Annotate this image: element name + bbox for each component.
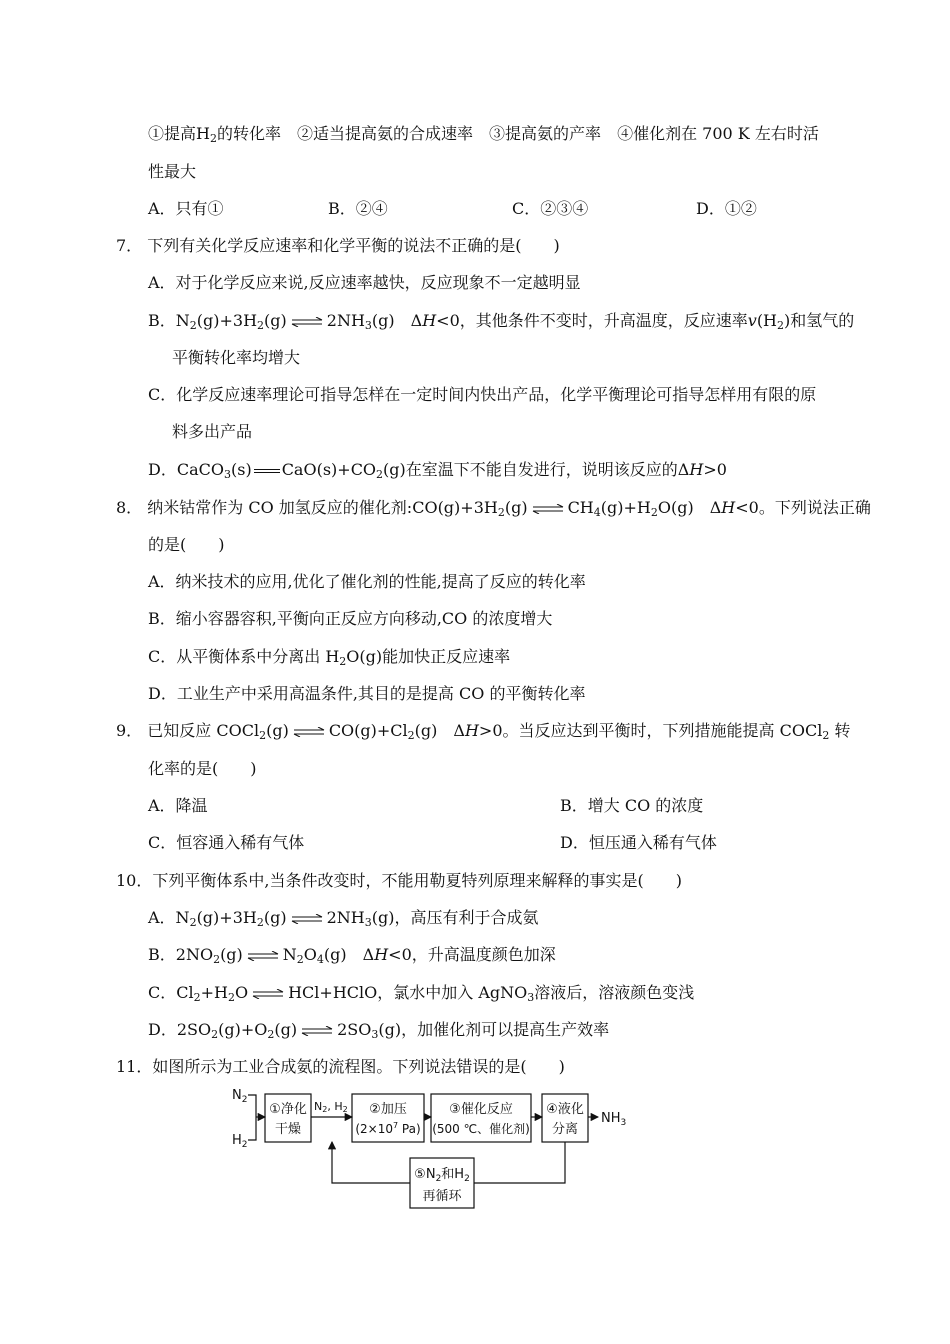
svg-text:再循环: 再循环	[422, 1189, 462, 1204]
ammonia-synthesis-flow-diagram	[228, 1080, 638, 1212]
q7-stem: 7． 下列有关化学反应速率和化学平衡的说法不正确的是( )	[116, 236, 560, 255]
svg-text:干燥: 干燥	[274, 1122, 302, 1137]
svg-text:①净化: ①净化	[269, 1102, 307, 1117]
svg-text:H2: $H_2$	[232, 1133, 248, 1150]
svg-text:N2, H2: N2, H2	[314, 1100, 348, 1114]
q8-stem: 8． 纳米钴常作为 CO 加氢反应的催化剂$:CO(g)+3H_2(g)$ $CH_4(g)+H_2O(g)$ ΔH<0。下列说法正确	[116, 498, 871, 519]
svg-text:(2×107 Pa): ($2\times 10^7$ Pa)	[355, 1121, 421, 1136]
q11-stem: 11．如图所示为工业合成氨的流程图。下列说法错误的是( )	[116, 1057, 565, 1076]
q7-option-d: D．CaCO$_3$(s) $CaO(s)+CO_2(g)$在室温下不能自发进行，说明该反应的ΔH>0	[148, 460, 727, 481]
q7-option-b-line2: 平衡转化率均增大	[172, 348, 301, 367]
equilibrium-arrow-icon	[291, 914, 323, 924]
q10-option-c: C．$Cl_2+H_2O$ HCl+HClO，氯水中加入 AgNO$_3$溶液后，溶液颜色变浅	[148, 983, 695, 1004]
q6-option-d: D．①②	[696, 199, 757, 218]
q8-option-c: C．从平衡体系中分离出 $H_2O(g)$能加快正反应速率	[148, 647, 511, 668]
q10-option-d: D．$2SO_2(g)+O_2(g)$ $2SO_3(g)$，加催化剂可以提高生产效率	[148, 1020, 610, 1041]
q6-items-line1: ①提高$H_2$的转化率 ②适当提高氨的合成速率 ③提高氨的产率 ④催化剂在 700 K 左右时活	[148, 124, 819, 145]
q9-stem: 9． 已知反应 COCl$_2$(g) $CO(g)+Cl_2(g)$ ΔH>0。当反应达到平衡时，下列措施能提高 COCl$_2$ 转	[116, 721, 851, 742]
q6-option-c: C．②③④	[512, 199, 589, 218]
q7-option-a: A．对于化学反应来说,反应速率越快，反应现象不一定越明显	[148, 273, 581, 292]
q8-option-a: A．纳米技术的应用,优化了催化剂的性能,提高了反应的转化率	[148, 572, 586, 591]
equilibrium-arrow-icon	[293, 727, 325, 737]
svg-text:④液化: ④液化	[546, 1102, 584, 1117]
q8-stem-line2: 的是( )	[148, 535, 225, 554]
q10-option-a: A．$N_2(g)+3H_2(g)$ $2NH_3(g)$，高压有利于合成氨	[148, 908, 539, 929]
q7-option-c-line2: 料多出产品	[172, 422, 253, 441]
q9-stem-line2: 化率的是( )	[148, 759, 257, 778]
q6-items-line2: 性最大	[148, 162, 197, 181]
svg-text:NH3: $NH_3$	[601, 1111, 627, 1128]
q6-option-b: B．②④	[328, 199, 388, 218]
svg-text:②加压: ②加压	[369, 1102, 407, 1117]
equilibrium-arrow-icon	[291, 317, 323, 327]
svg-text:分离: 分离	[551, 1122, 579, 1137]
svg-text:③催化反应: ③催化反应	[449, 1102, 513, 1117]
q7-option-c-line1: C．化学反应速率理论可指导怎样在一定时间内快出产品，化学平衡理论可指导怎样用有限的原	[148, 385, 817, 404]
q9-option-d: D．恒压通入稀有气体	[560, 833, 717, 852]
equilibrium-arrow-icon	[301, 1026, 333, 1036]
q8-option-d: D．工业生产中采用高温条件,其目的是提高 CO 的平衡转化率	[148, 684, 586, 703]
q7-option-b: B．$N_2(g)+3H_2(g)$ $2NH_3(g)$ ΔH<0，其他条件不变时，升高温度，反应速率$v(H_2)$和氢气的	[148, 311, 855, 332]
equilibrium-arrow-icon	[252, 989, 284, 999]
q9-option-b: B．增大 CO 的浓度	[560, 796, 704, 815]
q10-option-b: B．$2NO_2(g)$ $N_2O_4(g)$ ΔH<0，升高温度颜色加深	[148, 945, 556, 966]
q6-option-a: A．只有①	[148, 199, 224, 218]
equilibrium-arrow-icon	[247, 951, 279, 961]
q8-option-b: B．缩小容器容积,平衡向正反应方向移动,CO 的浓度增大	[148, 609, 553, 628]
equilibrium-arrow-icon	[532, 504, 564, 514]
q10-stem: 10．下列平衡体系中,当条件改变时，不能用勒夏特列原理来解释的事实是( )	[116, 871, 682, 890]
svg-text:(500 ℃、催化剂): (500 ℃、催化剂)	[432, 1122, 530, 1136]
q9-option-a: A．降温	[148, 796, 208, 815]
svg-text:N2: $N_2$	[232, 1088, 248, 1105]
svg-text:⑤N2和H2: $⑤N_2$和$H_2$	[414, 1167, 470, 1184]
q9-option-c: C．恒容通入稀有气体	[148, 833, 305, 852]
